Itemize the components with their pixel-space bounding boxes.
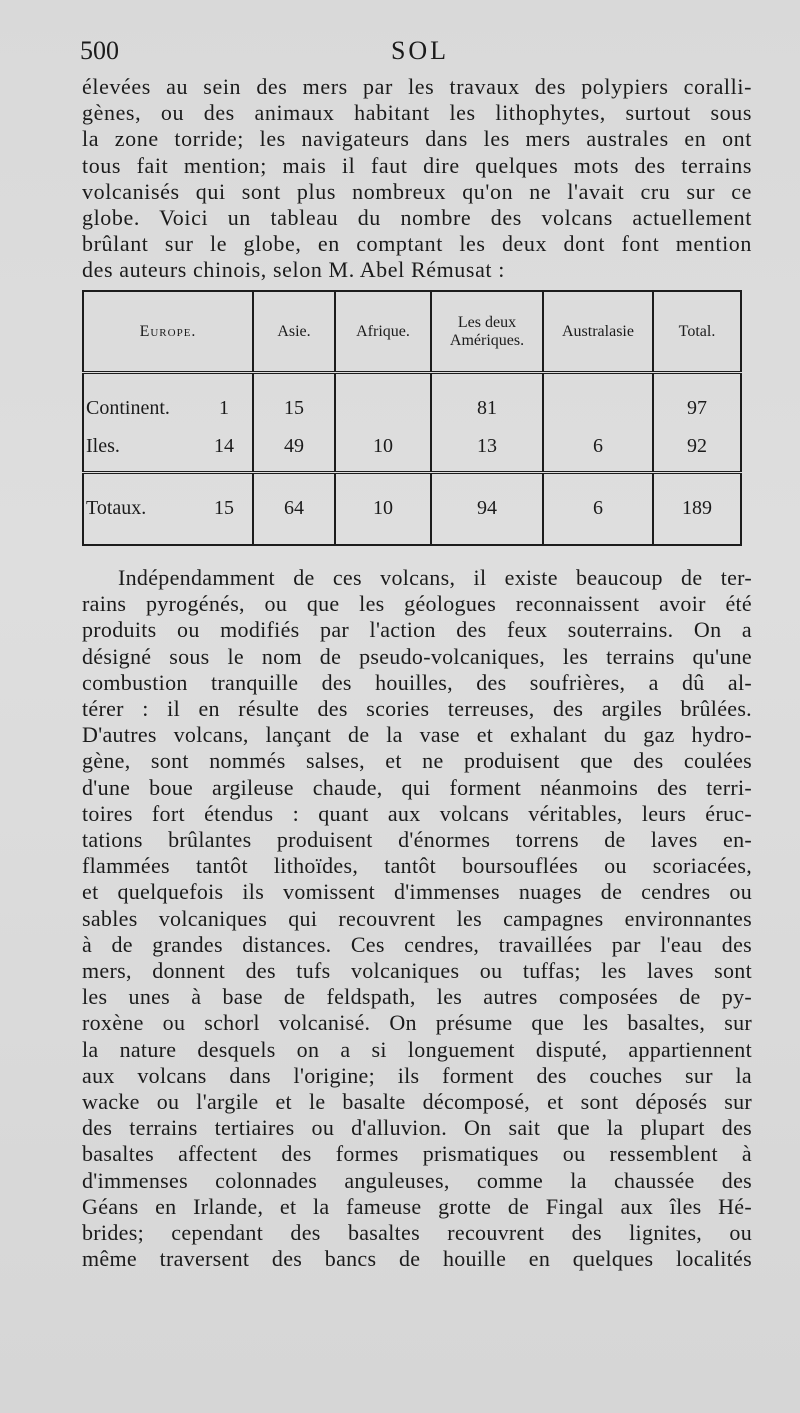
cell-australasie: 6 <box>543 472 653 545</box>
text-line: brûlant sur le globe, en comptant les deux dont font mention <box>82 231 752 257</box>
text-line: sables volcaniques qui recouvrent les campagnes environnantes <box>82 905 752 931</box>
text-line: flammées tantôt lithoïdes, tantôt boursouflées ou scoriacées, <box>82 853 752 879</box>
header-ameriques <box>431 291 543 373</box>
cell-europe: 15 <box>196 472 253 545</box>
table-totals-row <box>83 472 741 545</box>
page-number: 500 <box>80 36 119 65</box>
text-line: d'une boue argileuse chaude, qui forment néanmoins des terri- <box>82 774 752 800</box>
text-line: tous fait mention; mais il faut dire quelques mots des terrains <box>82 152 752 178</box>
volcano-table <box>82 290 742 546</box>
text-line: D'autres volcans, lançant de la vase et exhalant du gaz hydro- <box>82 722 752 748</box>
text-line: combustion tranquille des houilles, des soufrières, a dû al- <box>82 669 752 695</box>
text-line: même traversent des bancs de houille en quelques localités <box>82 1246 752 1272</box>
paragraph-intro <box>82 74 752 284</box>
text-line: Géans en Irlande, et la fameuse grotte de Fingal aux îles Hé- <box>82 1193 752 1219</box>
paragraph-volcanic-terrains <box>82 565 752 1272</box>
text-line: brides; cependant des basaltes recouvrent des lignites, ou <box>82 1220 752 1246</box>
header-ameriques-line2: Amériques. <box>449 331 525 349</box>
text-line: élevées au sein des mers par les travaux des polypiers coralli- <box>82 74 752 99</box>
cell-australasie <box>543 373 653 423</box>
row-label: Totaux. <box>83 472 196 545</box>
text-line: les unes à base de feldspath, les autres composées de py- <box>82 984 752 1010</box>
text-line: des terrains tertiaires ou d'alluvion. On sait que la plupart des <box>82 1115 752 1141</box>
text-line: désigné sous le nom de pseudo-volcaniques, les terrains qu'une <box>82 643 752 669</box>
text-line: rains pyrogénés, ou que les géologues reconnaissent avoir été <box>82 591 752 617</box>
text-line: toires fort étendus : quant aux volcans véritables, leurs éruc- <box>82 800 752 826</box>
header-europe: Europe. <box>83 291 253 373</box>
cell-europe: 1 <box>219 397 229 420</box>
text-line: produits ou modifiés par l'action des feux souterrains. On a <box>82 617 752 643</box>
cell-total: 92 <box>653 422 741 472</box>
text-line: térer : il en résulte des scories terreuses, des argiles brûlées. <box>82 696 752 722</box>
table-row <box>83 373 741 423</box>
cell-total: 189 <box>653 472 741 545</box>
cell-europe: 14 <box>214 435 234 458</box>
text-line: des auteurs chinois, selon M. Abel Rémusat : <box>82 257 505 283</box>
cell-ameriques: 13 <box>431 422 543 472</box>
text-line: aux volcans dans l'origine; ils forment des couches sur la <box>82 1062 752 1088</box>
text-line: wacke ou l'argile et le basalte décomposé, et sont déposés sur <box>82 1089 752 1115</box>
text-line: la nature desquels on a si longuement disputé, appartiennent <box>82 1036 752 1062</box>
text-line: la zone torride; les navigateurs dans les mers australes en ont <box>82 126 752 152</box>
text-line: volcanisés qui sont plus nombreux qu'on ne l'avait cru sur ce <box>82 178 752 204</box>
text-line: basaltes affectent des formes prismatiques ou ressemblent à <box>82 1141 752 1167</box>
running-head: SOL <box>390 36 450 65</box>
cell-australasie: 6 <box>543 422 653 472</box>
text-line: roxène ou schorl volcanisé. On présume que les basaltes, sur <box>82 1010 752 1036</box>
cell-afrique: 10 <box>335 472 431 545</box>
header-asie: Asie. <box>253 291 335 373</box>
cell-afrique: 10 <box>335 422 431 472</box>
table-header-row <box>83 291 741 373</box>
text-line: globe. Voici un tableau du nombre des volcans actuellement <box>82 205 752 231</box>
text-line: gène, sont nommés salses, et ne produisent que des coulées <box>82 748 752 774</box>
text-line: d'immenses colonnades anguleuses, comme la chaussée des <box>82 1167 752 1193</box>
cell-ameriques: 81 <box>431 373 543 423</box>
header-total: Total. <box>653 291 741 373</box>
cell-total: 97 <box>653 373 741 423</box>
header-ameriques-line1: Les deux <box>457 313 517 331</box>
row-label: Continent. <box>86 397 170 420</box>
text-line: et quelquefois ils vomissent d'immenses nuages de cendres ou <box>82 879 752 905</box>
text-line: gènes, ou des animaux habitant les lithophytes, surtout sous <box>82 100 752 126</box>
header-australasie: Australasie <box>543 291 653 373</box>
header-afrique: Afrique. <box>335 291 431 373</box>
text-line: Indépendamment de ces volcans, il existe beaucoup de ter- <box>118 565 752 590</box>
text-line: mers, donnent des tufs volcaniques ou tuffas; les laves sont <box>82 958 752 984</box>
cell-ameriques: 94 <box>431 472 543 545</box>
row-label: Iles. <box>86 435 120 458</box>
text-line: à de grandes distances. Ces cendres, travaillées par l'eau des <box>82 931 752 957</box>
text-line: tations brûlantes produisent d'énormes torrens de laves en- <box>82 827 752 853</box>
cell-asie: 15 <box>253 373 335 423</box>
cell-asie: 49 <box>253 422 335 472</box>
table-row <box>83 422 741 472</box>
cell-asie: 64 <box>253 472 335 545</box>
page-header <box>80 32 760 72</box>
cell-afrique <box>335 373 431 423</box>
